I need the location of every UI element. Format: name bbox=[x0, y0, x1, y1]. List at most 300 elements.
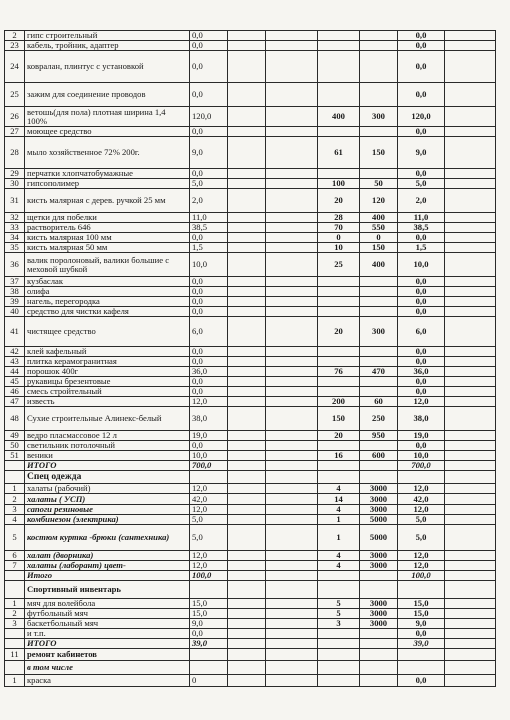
empty-cell bbox=[266, 51, 318, 83]
quantity-cell: 9,0 bbox=[190, 137, 228, 169]
row-number: 28 bbox=[5, 137, 25, 169]
quantity-cell: 38,0 bbox=[190, 407, 228, 431]
row-number: 51 bbox=[5, 451, 25, 461]
item-name: и т.п. bbox=[25, 629, 190, 639]
total-cell: 12,0 bbox=[398, 484, 445, 494]
empty-cell bbox=[445, 377, 496, 387]
price-cell: 470 bbox=[360, 367, 398, 377]
empty-cell bbox=[445, 461, 496, 471]
table-row bbox=[5, 367, 496, 377]
item-name: халаты (лаборант) цвет- bbox=[25, 561, 190, 571]
empty-cell bbox=[228, 397, 266, 407]
count-cell bbox=[318, 661, 360, 675]
empty-cell bbox=[445, 347, 496, 357]
item-name: кабель, тройник, адаптер bbox=[25, 41, 190, 51]
count-cell: 0 bbox=[318, 233, 360, 243]
count-cell: 14 bbox=[318, 494, 360, 505]
total-cell: 0,0 bbox=[398, 83, 445, 107]
count-cell bbox=[318, 441, 360, 451]
item-name: веники bbox=[25, 451, 190, 461]
quantity-cell: 12,0 bbox=[190, 551, 228, 561]
row-number: 45 bbox=[5, 377, 25, 387]
count-cell bbox=[318, 307, 360, 317]
empty-cell bbox=[266, 169, 318, 179]
row-number: 46 bbox=[5, 387, 25, 397]
price-cell bbox=[360, 41, 398, 51]
quantity-cell: 100,0 bbox=[190, 571, 228, 581]
empty-cell bbox=[228, 137, 266, 169]
empty-cell bbox=[266, 233, 318, 243]
empty-cell bbox=[266, 609, 318, 619]
item-name: олифа bbox=[25, 287, 190, 297]
empty-cell bbox=[228, 357, 266, 367]
price-cell: 0 bbox=[360, 233, 398, 243]
empty-cell bbox=[228, 189, 266, 213]
empty-cell bbox=[228, 441, 266, 451]
count-cell bbox=[318, 31, 360, 41]
item-name: ведро пласмассовое 12 л bbox=[25, 431, 190, 441]
empty-cell bbox=[228, 471, 266, 484]
count-cell bbox=[318, 51, 360, 83]
empty-cell bbox=[228, 484, 266, 494]
item-name: футбольный мяч bbox=[25, 609, 190, 619]
count-cell bbox=[318, 581, 360, 599]
quantity-cell: 0,0 bbox=[190, 629, 228, 639]
price-cell: 150 bbox=[360, 137, 398, 169]
empty-cell bbox=[266, 484, 318, 494]
empty-cell bbox=[445, 551, 496, 561]
empty-cell bbox=[266, 675, 318, 687]
table-row bbox=[5, 31, 496, 41]
empty-cell bbox=[266, 551, 318, 561]
total-cell: 38,0 bbox=[398, 407, 445, 431]
item-name: мяч для волейбола bbox=[25, 599, 190, 609]
empty-cell bbox=[228, 561, 266, 571]
item-name: ИТОГО bbox=[25, 461, 190, 471]
total-cell: 0,0 bbox=[398, 347, 445, 357]
row-number: 44 bbox=[5, 367, 25, 377]
row-number: 1 bbox=[5, 599, 25, 609]
quantity-cell: 0,0 bbox=[190, 377, 228, 387]
price-cell bbox=[360, 51, 398, 83]
empty-cell bbox=[266, 639, 318, 649]
row-number: 27 bbox=[5, 127, 25, 137]
table-row bbox=[5, 253, 496, 277]
count-cell bbox=[318, 675, 360, 687]
count-cell bbox=[318, 277, 360, 287]
empty-cell bbox=[228, 107, 266, 127]
item-name: чистящее средство bbox=[25, 317, 190, 347]
empty-cell bbox=[228, 505, 266, 515]
empty-cell bbox=[445, 571, 496, 581]
quantity-cell: 6,0 bbox=[190, 317, 228, 347]
table-row bbox=[5, 397, 496, 407]
total-cell: 12,0 bbox=[398, 505, 445, 515]
count-cell bbox=[318, 83, 360, 107]
empty-cell bbox=[228, 169, 266, 179]
total-cell: 0,0 bbox=[398, 629, 445, 639]
empty-cell bbox=[266, 243, 318, 253]
item-name: плитка керамогранитная bbox=[25, 357, 190, 367]
count-cell: 200 bbox=[318, 397, 360, 407]
row-number: 47 bbox=[5, 397, 25, 407]
empty-cell bbox=[266, 179, 318, 189]
empty-cell bbox=[445, 253, 496, 277]
price-cell bbox=[360, 287, 398, 297]
count-cell bbox=[318, 649, 360, 661]
empty-cell bbox=[228, 407, 266, 431]
table-row bbox=[5, 137, 496, 169]
row-number: 49 bbox=[5, 431, 25, 441]
item-name: кисть малярная с дерев. ручкой 25 мм bbox=[25, 189, 190, 213]
price-cell bbox=[360, 31, 398, 41]
count-cell: 61 bbox=[318, 137, 360, 169]
total-cell: 5,0 bbox=[398, 179, 445, 189]
table-row bbox=[5, 675, 496, 687]
count-cell bbox=[318, 471, 360, 484]
total-cell: 5,0 bbox=[398, 515, 445, 525]
count-cell bbox=[318, 571, 360, 581]
table-row bbox=[5, 407, 496, 431]
total-cell: 700,0 bbox=[398, 461, 445, 471]
item-name: Спортивный инвентарь bbox=[25, 581, 190, 599]
quantity-cell: 1,5 bbox=[190, 243, 228, 253]
table-row bbox=[5, 484, 496, 494]
empty-cell bbox=[228, 639, 266, 649]
empty-cell bbox=[266, 661, 318, 675]
empty-cell bbox=[266, 649, 318, 661]
row-number bbox=[5, 661, 25, 675]
row-number: 24 bbox=[5, 51, 25, 83]
empty-cell bbox=[445, 441, 496, 451]
empty-cell bbox=[445, 243, 496, 253]
price-cell bbox=[360, 461, 398, 471]
empty-cell bbox=[445, 494, 496, 505]
empty-cell bbox=[266, 599, 318, 609]
count-cell: 20 bbox=[318, 317, 360, 347]
table-row bbox=[5, 357, 496, 367]
empty-cell bbox=[228, 127, 266, 137]
price-cell: 150 bbox=[360, 243, 398, 253]
empty-cell bbox=[266, 83, 318, 107]
empty-cell bbox=[228, 253, 266, 277]
row-number: 23 bbox=[5, 41, 25, 51]
quantity-cell: 15,0 bbox=[190, 609, 228, 619]
empty-cell bbox=[228, 629, 266, 639]
item-name: моющее средство bbox=[25, 127, 190, 137]
count-cell bbox=[318, 387, 360, 397]
empty-cell bbox=[445, 107, 496, 127]
count-cell bbox=[318, 41, 360, 51]
total-cell: 0,0 bbox=[398, 675, 445, 687]
quantity-cell bbox=[190, 471, 228, 484]
empty-cell bbox=[266, 471, 318, 484]
empty-cell bbox=[266, 441, 318, 451]
row-number: 2 bbox=[5, 609, 25, 619]
total-cell: 0,0 bbox=[398, 287, 445, 297]
row-number: 26 bbox=[5, 107, 25, 127]
price-cell bbox=[360, 629, 398, 639]
total-cell: 36,0 bbox=[398, 367, 445, 377]
row-number: 38 bbox=[5, 287, 25, 297]
empty-cell bbox=[228, 347, 266, 357]
quantity-cell: 38,5 bbox=[190, 223, 228, 233]
total-cell: 11,0 bbox=[398, 213, 445, 223]
total-cell: 0,0 bbox=[398, 233, 445, 243]
empty-cell bbox=[445, 561, 496, 571]
total-cell: 0,0 bbox=[398, 169, 445, 179]
count-cell: 4 bbox=[318, 551, 360, 561]
price-cell: 3000 bbox=[360, 494, 398, 505]
price-cell: 250 bbox=[360, 407, 398, 431]
item-name: Спец одежда bbox=[25, 471, 190, 484]
quantity-cell: 700,0 bbox=[190, 461, 228, 471]
empty-cell bbox=[266, 407, 318, 431]
empty-cell bbox=[266, 494, 318, 505]
empty-cell bbox=[228, 31, 266, 41]
table-row bbox=[5, 127, 496, 137]
table-row bbox=[5, 494, 496, 505]
price-cell bbox=[360, 661, 398, 675]
empty-cell bbox=[266, 571, 318, 581]
empty-cell bbox=[228, 179, 266, 189]
quantity-cell: 9,0 bbox=[190, 619, 228, 629]
empty-cell bbox=[266, 189, 318, 213]
price-cell bbox=[360, 297, 398, 307]
price-cell: 400 bbox=[360, 253, 398, 277]
empty-cell bbox=[266, 461, 318, 471]
empty-cell bbox=[228, 297, 266, 307]
empty-cell bbox=[266, 277, 318, 287]
table-row bbox=[5, 213, 496, 223]
empty-cell bbox=[228, 233, 266, 243]
empty-cell bbox=[445, 484, 496, 494]
empty-cell bbox=[228, 377, 266, 387]
empty-cell bbox=[445, 451, 496, 461]
quantity-cell bbox=[190, 661, 228, 675]
count-cell: 76 bbox=[318, 367, 360, 377]
table-row bbox=[5, 639, 496, 649]
row-number: 29 bbox=[5, 169, 25, 179]
item-name: порошок 400г bbox=[25, 367, 190, 377]
empty-cell bbox=[445, 471, 496, 484]
item-name: мыло хозяйственное 72% 200г. bbox=[25, 137, 190, 169]
total-cell: 12,0 bbox=[398, 561, 445, 571]
count-cell: 4 bbox=[318, 505, 360, 515]
price-cell: 50 bbox=[360, 179, 398, 189]
empty-cell bbox=[228, 277, 266, 287]
empty-cell bbox=[445, 649, 496, 661]
quantity-cell: 19,0 bbox=[190, 431, 228, 441]
total-cell: 6,0 bbox=[398, 317, 445, 347]
price-cell bbox=[360, 357, 398, 367]
empty-cell bbox=[228, 387, 266, 397]
count-cell bbox=[318, 461, 360, 471]
count-cell: 20 bbox=[318, 431, 360, 441]
empty-cell bbox=[266, 307, 318, 317]
quantity-cell: 10,0 bbox=[190, 451, 228, 461]
price-cell bbox=[360, 441, 398, 451]
empty-cell bbox=[266, 41, 318, 51]
row-number: 2 bbox=[5, 494, 25, 505]
empty-cell bbox=[445, 307, 496, 317]
item-name: смесь стройтельный bbox=[25, 387, 190, 397]
empty-cell bbox=[266, 581, 318, 599]
quantity-cell: 0,0 bbox=[190, 347, 228, 357]
count-cell: 5 bbox=[318, 609, 360, 619]
empty-cell bbox=[445, 581, 496, 599]
empty-cell bbox=[266, 107, 318, 127]
empty-cell bbox=[266, 505, 318, 515]
quantity-cell: 5,0 bbox=[190, 179, 228, 189]
item-name: гипс строительный bbox=[25, 31, 190, 41]
price-cell bbox=[360, 581, 398, 599]
total-cell: 12,0 bbox=[398, 551, 445, 561]
item-name: баскетбольный мяч bbox=[25, 619, 190, 629]
item-name: перчатки хлопчатобумажные bbox=[25, 169, 190, 179]
empty-cell bbox=[445, 505, 496, 515]
total-cell: 9,0 bbox=[398, 619, 445, 629]
empty-cell bbox=[228, 223, 266, 233]
table-row bbox=[5, 347, 496, 357]
table-row bbox=[5, 629, 496, 639]
empty-cell bbox=[266, 357, 318, 367]
total-cell: 0,0 bbox=[398, 127, 445, 137]
total-cell: 10,0 bbox=[398, 253, 445, 277]
empty-cell bbox=[266, 31, 318, 41]
total-cell: 2,0 bbox=[398, 189, 445, 213]
table-row bbox=[5, 515, 496, 525]
empty-cell bbox=[445, 287, 496, 297]
empty-cell bbox=[445, 317, 496, 347]
item-name: ремонт кабинетов bbox=[25, 649, 190, 661]
row-number: 33 bbox=[5, 223, 25, 233]
total-cell: 5,0 bbox=[398, 525, 445, 551]
price-cell: 550 bbox=[360, 223, 398, 233]
empty-cell bbox=[228, 213, 266, 223]
total-cell: 0,0 bbox=[398, 31, 445, 41]
total-cell: 19,0 bbox=[398, 431, 445, 441]
price-cell: 60 bbox=[360, 397, 398, 407]
table-row bbox=[5, 461, 496, 471]
row-number: 31 bbox=[5, 189, 25, 213]
quantity-cell: 15,0 bbox=[190, 599, 228, 609]
empty-cell bbox=[266, 515, 318, 525]
row-number: 40 bbox=[5, 307, 25, 317]
table-row bbox=[5, 223, 496, 233]
total-cell bbox=[398, 471, 445, 484]
empty-cell bbox=[266, 213, 318, 223]
row-number: 50 bbox=[5, 441, 25, 451]
item-name: кисть малярная 100 мм bbox=[25, 233, 190, 243]
quantity-cell: 0,0 bbox=[190, 387, 228, 397]
table-row bbox=[5, 287, 496, 297]
price-cell: 950 bbox=[360, 431, 398, 441]
table-row bbox=[5, 41, 496, 51]
row-number: 41 bbox=[5, 317, 25, 347]
row-number: 32 bbox=[5, 213, 25, 223]
table-row bbox=[5, 561, 496, 571]
empty-cell bbox=[445, 213, 496, 223]
count-cell bbox=[318, 377, 360, 387]
table-row bbox=[5, 51, 496, 83]
empty-cell bbox=[228, 599, 266, 609]
empty-cell bbox=[445, 297, 496, 307]
row-number: 5 bbox=[5, 525, 25, 551]
count-cell bbox=[318, 347, 360, 357]
table-row bbox=[5, 441, 496, 451]
count-cell bbox=[318, 629, 360, 639]
quantity-cell: 0,0 bbox=[190, 357, 228, 367]
total-cell: 38,5 bbox=[398, 223, 445, 233]
total-cell: 42,0 bbox=[398, 494, 445, 505]
empty-cell bbox=[266, 377, 318, 387]
quantity-cell: 0,0 bbox=[190, 41, 228, 51]
empty-cell bbox=[445, 629, 496, 639]
empty-cell bbox=[445, 675, 496, 687]
item-name: халаты (рабочий) bbox=[25, 484, 190, 494]
item-name: зажим для соединение проводов bbox=[25, 83, 190, 107]
empty-cell bbox=[266, 287, 318, 297]
count-cell: 10 bbox=[318, 243, 360, 253]
quantity-cell: 11,0 bbox=[190, 213, 228, 223]
row-number bbox=[5, 571, 25, 581]
item-name: костюм куртка -брюки (сантехника) bbox=[25, 525, 190, 551]
table-row bbox=[5, 581, 496, 599]
price-cell bbox=[360, 83, 398, 107]
quantity-cell: 0,0 bbox=[190, 277, 228, 287]
table-row bbox=[5, 297, 496, 307]
quantity-cell: 0,0 bbox=[190, 31, 228, 41]
price-cell bbox=[360, 377, 398, 387]
empty-cell bbox=[445, 661, 496, 675]
row-number: 3 bbox=[5, 505, 25, 515]
empty-cell bbox=[228, 675, 266, 687]
empty-cell bbox=[228, 431, 266, 441]
empty-cell bbox=[228, 41, 266, 51]
empty-cell bbox=[228, 581, 266, 599]
quantity-cell: 0,0 bbox=[190, 441, 228, 451]
total-cell: 0,0 bbox=[398, 41, 445, 51]
total-cell: 0,0 bbox=[398, 297, 445, 307]
empty-cell bbox=[266, 367, 318, 377]
total-cell: 0,0 bbox=[398, 277, 445, 287]
empty-cell bbox=[228, 494, 266, 505]
empty-cell bbox=[445, 367, 496, 377]
row-number: 25 bbox=[5, 83, 25, 107]
quantity-cell: 12,0 bbox=[190, 484, 228, 494]
row-number: 1 bbox=[5, 484, 25, 494]
row-number: 34 bbox=[5, 233, 25, 243]
row-number: 48 bbox=[5, 407, 25, 431]
item-name: ветошь(для пола) плотная ширина 1,4 100% bbox=[25, 107, 190, 127]
item-name: клей кафельный bbox=[25, 347, 190, 357]
quantity-cell: 0,0 bbox=[190, 127, 228, 137]
empty-cell bbox=[266, 137, 318, 169]
table-row bbox=[5, 317, 496, 347]
empty-cell bbox=[445, 407, 496, 431]
empty-cell bbox=[445, 233, 496, 243]
table-row bbox=[5, 243, 496, 253]
table-row bbox=[5, 233, 496, 243]
table-row bbox=[5, 551, 496, 561]
item-name: халаты ( УСП) bbox=[25, 494, 190, 505]
count-cell: 20 bbox=[318, 189, 360, 213]
quantity-cell: 0,0 bbox=[190, 51, 228, 83]
price-cell: 3000 bbox=[360, 609, 398, 619]
total-cell: 12,0 bbox=[398, 397, 445, 407]
quantity-cell bbox=[190, 581, 228, 599]
